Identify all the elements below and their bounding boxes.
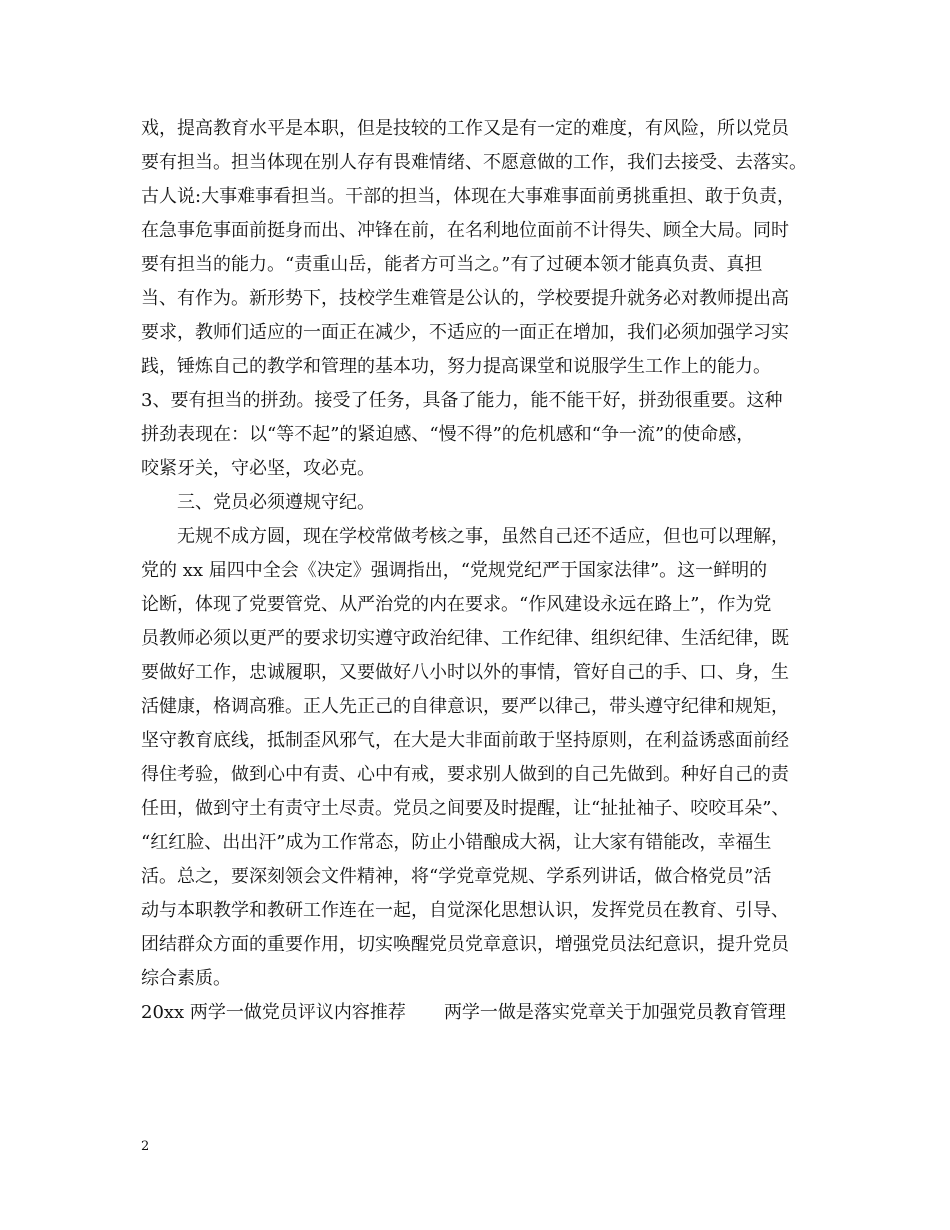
- body-line: 拼劲表现在：以“等不起”的紧迫感、“慢不得”的危机感和“争一流”的使命感，: [141, 424, 755, 445]
- body-line: 员教师必须以更严的要求切实遵守政治纪律、工作纪律、组织纪律、生活纪律，既: [141, 628, 789, 649]
- page-number: 2: [141, 1139, 150, 1154]
- body-line: 3、要有担当的拼劲。接受了任务，具备了能力，能不能干好，拼劲很重要。这种: [141, 390, 783, 411]
- body-line: 要做好工作，忠诚履职，又要做好八小时以外的事情，管好自己的手、口、身，生: [141, 662, 789, 683]
- related-article-line: [141, 1002, 786, 1024]
- body-line: 团结群众方面的重要作用，切实唤醒党员党章意识，增强党员法纪意识，提升党员: [141, 934, 789, 955]
- body-line: “红红脸、出出汗”成为工作常态，防止小错酿成大祸，让大家有错能改，幸福生: [141, 832, 772, 853]
- body-line: 要有担当。担当体现在别人存有畏难情绪、不愿意做的工作，我们去接受、去落实。: [141, 152, 807, 173]
- body-line: 当、有作为。新形势下，技校学生难管是公认的，学校要提升就务必对教师提出高: [141, 288, 789, 309]
- body-line: 咬紧牙关，守必坚，攻必克。: [141, 458, 375, 479]
- body-line: 要求，教师们适应的一面正在减少，不适应的一面正在增加，我们必须加强学习实: [141, 322, 789, 343]
- body-line: 得住考验，做到心中有责、心中有戒，要求别人做到的自己先做到。种好自己的责: [141, 764, 789, 785]
- body-line: 戏，提高教育水平是本职，但是技较的工作又是有一定的难度，有风险，所以党员: [141, 118, 789, 139]
- body-line: 综合素质。: [141, 968, 231, 989]
- related-article-title: 20xx 两学一做党员评议内容推荐: [141, 1002, 406, 1023]
- body-line: 无规不成方圆，现在学校常做考核之事，虽然自己还不适应，但也可以理解，: [177, 526, 789, 547]
- body-line: 任田，做到守土有责守土尽责。党员之间要及时提醒，让“扯扯袖子、咬咬耳朵”、: [141, 798, 790, 819]
- body-line: 党的 xx 届四中全会《决定》强调指出，“党规党纪严于国家法律”。这一鲜明的: [141, 560, 768, 581]
- body-line: 活。总之，要深刻领会文件精神，将“学党章党规、学系列讲话，做合格党员”活: [141, 866, 772, 887]
- body-line: 古人说:大事难事看担当。干部的担当，体现在大事难事面前勇挑重担、敢于负责，: [141, 186, 796, 207]
- section-heading: 三、党员必须遵规守纪。: [177, 492, 375, 513]
- body-line: 论断，体现了党要管党、从严治党的内在要求。“作风建设永远在路上”，作为党: [141, 594, 772, 615]
- body-line: 坚守教育底线，抵制歪风邪气，在大是大非面前敢于坚持原则，在利益诱惑面前经: [141, 730, 789, 751]
- body-line: 动与本职教学和教研工作连在一起，自觉深化思想认识，发挥党员在教育、引导、: [141, 900, 789, 921]
- body-line: 要有担当的能力。“责重山岳，能者方可当之。”有了过硬本领才能真负责、真担: [141, 254, 763, 275]
- body-line: 践，锤炼自己的教学和管理的基本功，努力提高课堂和说服学生工作上的能力。: [141, 356, 771, 377]
- body-line: 在急事危事面前挺身而出、冲锋在前，在名利地位面前不计得失、顾全大局。同时: [141, 220, 789, 241]
- body-line: 活健康，格调高雅。正人先正己的自律意识，要严以律己，带头遵守纪律和规矩，: [141, 696, 789, 717]
- related-article-text: 两学一做是落实党章关于加强党员教育管理: [443, 1002, 786, 1023]
